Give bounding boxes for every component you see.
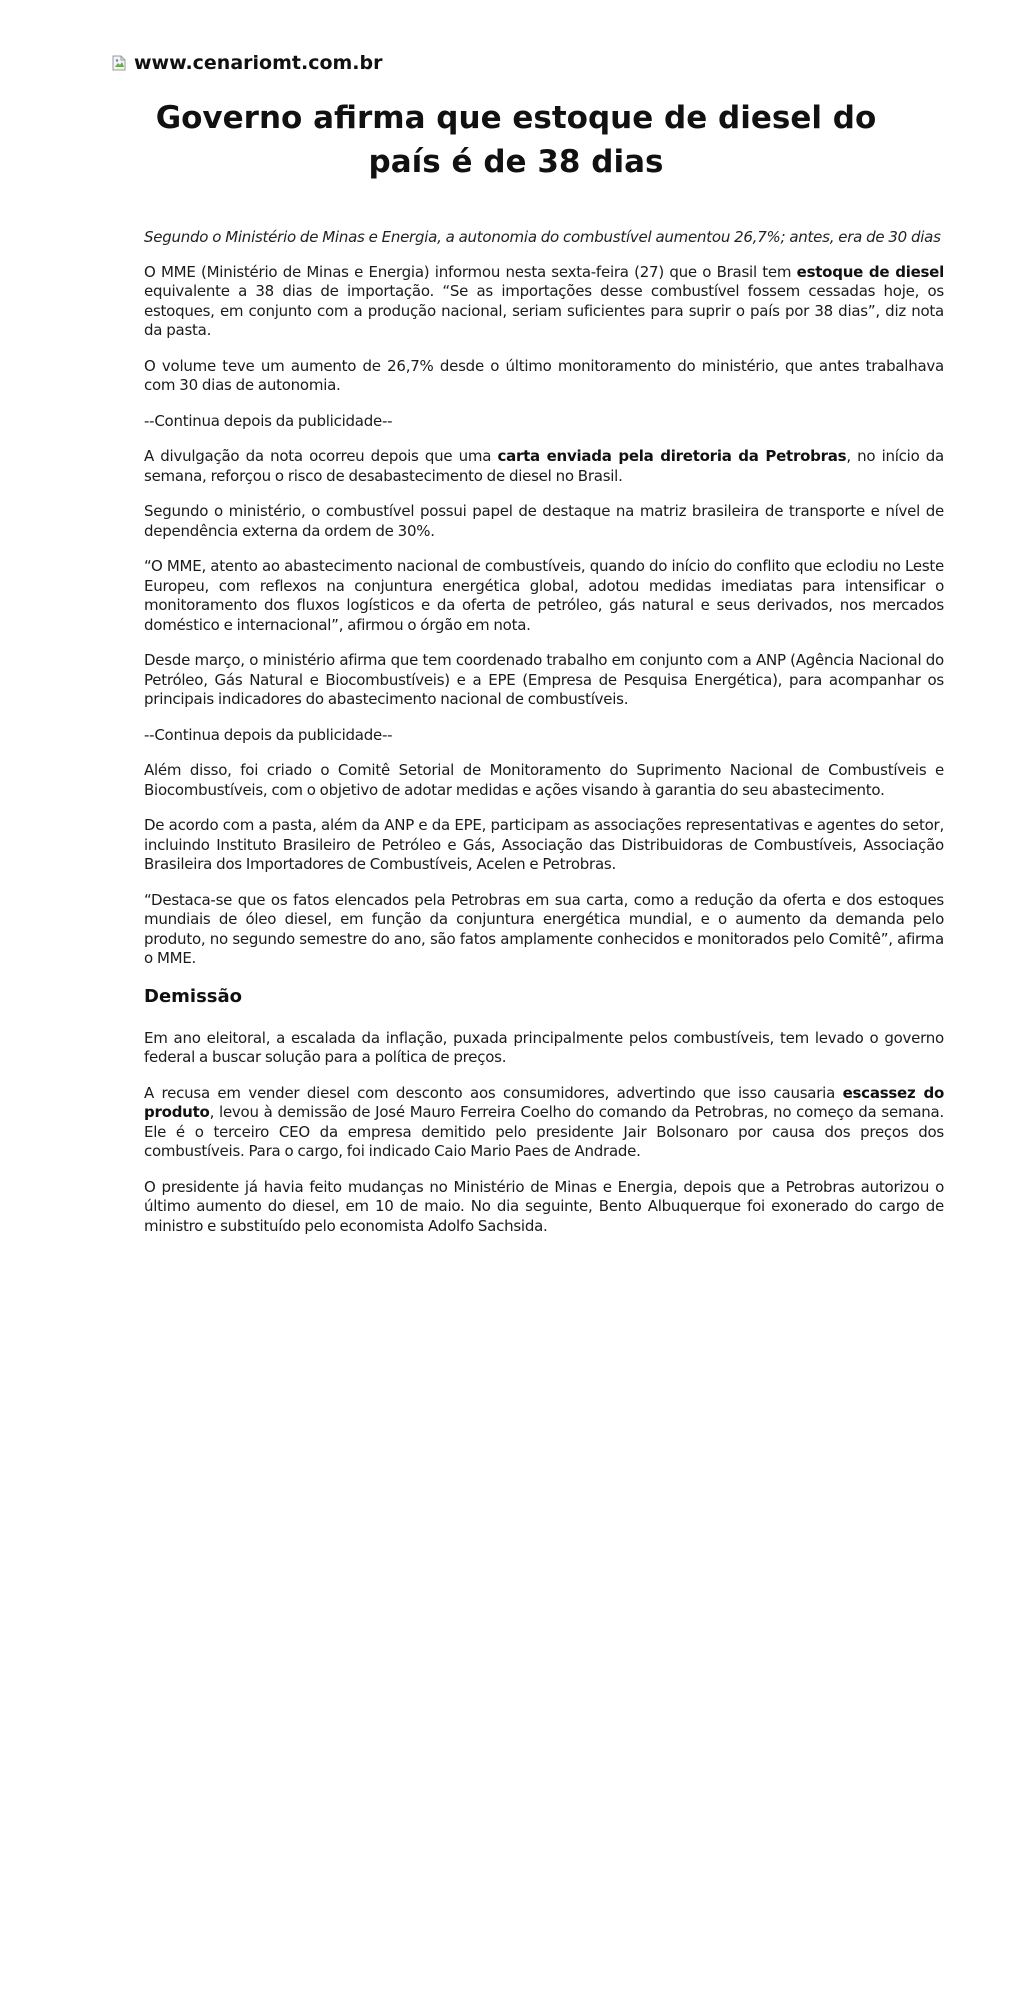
paragraph: O MME (Ministério de Minas e Energia) informou nesta sexta-feira (27) que o Brasil tem estoque de diesel equivalente a 38 dias de importação. “Se as importações desse combustível fossem cessadas hoje, os estoques, em conjunto com a produção nacional, seriam suficientes para suprir o país por 38 dias”, diz nota da pasta. bbox=[144, 262, 944, 339]
article-subtitle: Segundo o Ministério de Minas e Energia, a autonomia do combustível aumentou 26,7%; antes, era de 30 dias bbox=[144, 228, 941, 246]
paragraph: “O MME, atento ao abastecimento nacional de combustíveis, quando do início do conflito que eclodiu no Leste Europeu, com reflexos na conjuntura energética global, adotou medidas imediatas para intensificar o monitoramento dos fluxos logísticos e da oferta de petróleo, gás natural e seus derivados, nos mercados doméstico e internacional”, afirmou o órgão em nota. bbox=[144, 557, 944, 634]
bold-text: estoque de diesel bbox=[796, 262, 944, 281]
section-heading: Demissão bbox=[144, 985, 243, 1007]
paragraph: Em ano eleitoral, a escalada da inflação, puxada principalmente pelos combustíveis, tem levado o governo federal a buscar solução para a política de preços. bbox=[144, 1028, 944, 1066]
site-name[interactable]: www.cenariomt.com.br bbox=[134, 52, 383, 74]
paragraph: A divulgação da nota ocorreu depois que uma carta enviada pela diretoria da Petrobras, no início da semana, reforçou o risco de desabastecimento de diesel no Brasil. bbox=[144, 447, 944, 485]
ad-placeholder: --Continua depois da publicidade-- bbox=[144, 725, 393, 744]
paragraph: Segundo o ministério, o combustível possui papel de destaque na matriz brasileira de transporte e nível de dependência externa da ordem de 30%. bbox=[144, 502, 944, 540]
paragraph: O volume teve um aumento de 26,7% desde o último monitoramento do ministério, que antes trabalhava com 30 dias de autonomia. bbox=[144, 356, 944, 394]
bold-text: escassez do produto bbox=[144, 1083, 944, 1121]
paragraph: Além disso, foi criado o Comitê Setorial de Monitoramento do Suprimento Nacional de Combustíveis e Biocombustíveis, com o objetivo de adotar medidas e ações visando à garantia do seu abastecimento. bbox=[144, 761, 944, 799]
paragraph: Desde março, o ministério afirma que tem coordenado trabalho em conjunto com a ANP (Agência Nacional do Petróleo, Gás Natural e Biocombustíveis) e a EPE (Empresa de Pesquisa Energética), para acompanhar os principais indicadores do abastecimento nacional de combustíveis. bbox=[144, 651, 944, 708]
paragraph: A recusa em vender diesel com desconto aos consumidores, advertindo que isso causaria escassez do produto, levou à demissão de José Mauro Ferreira Coelho do comando da Petrobras, no começo da semana. Ele é o terceiro CEO da empresa demitido pelo presidente Jair Bolsonaro por causa dos preços dos combustíveis. Para o cargo, foi indicado Caio Mario Paes de Andrade. bbox=[144, 1083, 944, 1160]
ad-placeholder: --Continua depois da publicidade-- bbox=[144, 411, 393, 430]
broken-image-icon bbox=[112, 55, 126, 71]
article-body bbox=[144, 228, 944, 1252]
article-title: Governo afirma que estoque de diesel do país é de 38 dias bbox=[155, 100, 877, 180]
paragraph: “Destaca-se que os fatos elencados pela Petrobras em sua carta, como a redução da oferta e dos estoques mundiais de óleo diesel, em função da conjuntura energética mundial, e o aumento da demanda pelo produto, no segundo semestre do ano, são fatos amplamente conhecidos e monitorados pelo Comitê”, afirma o MME. bbox=[144, 890, 944, 967]
paragraph: O presidente já havia feito mudanças no Ministério de Minas e Energia, depois que a Petrobras autorizou o último aumento do diesel, em 10 de maio. No dia seguinte, Bento Albuquerque foi exonerado do cargo de ministro e substituído pelo economista Adolfo Sachsida. bbox=[144, 1177, 944, 1235]
site-header[interactable] bbox=[112, 52, 383, 74]
bold-text: carta enviada pela diretoria da Petrobras bbox=[497, 447, 847, 465]
paragraph: De acordo com a pasta, além da ANP e da EPE, participam as associações representativas e agentes do setor, incluindo Instituto Brasileiro de Petróleo e Gás, Associação das Distribuidoras de Combustíveis, Associação Brasileira dos Importadores de Combustíveis, Acelen e Petrobras. bbox=[144, 816, 944, 873]
